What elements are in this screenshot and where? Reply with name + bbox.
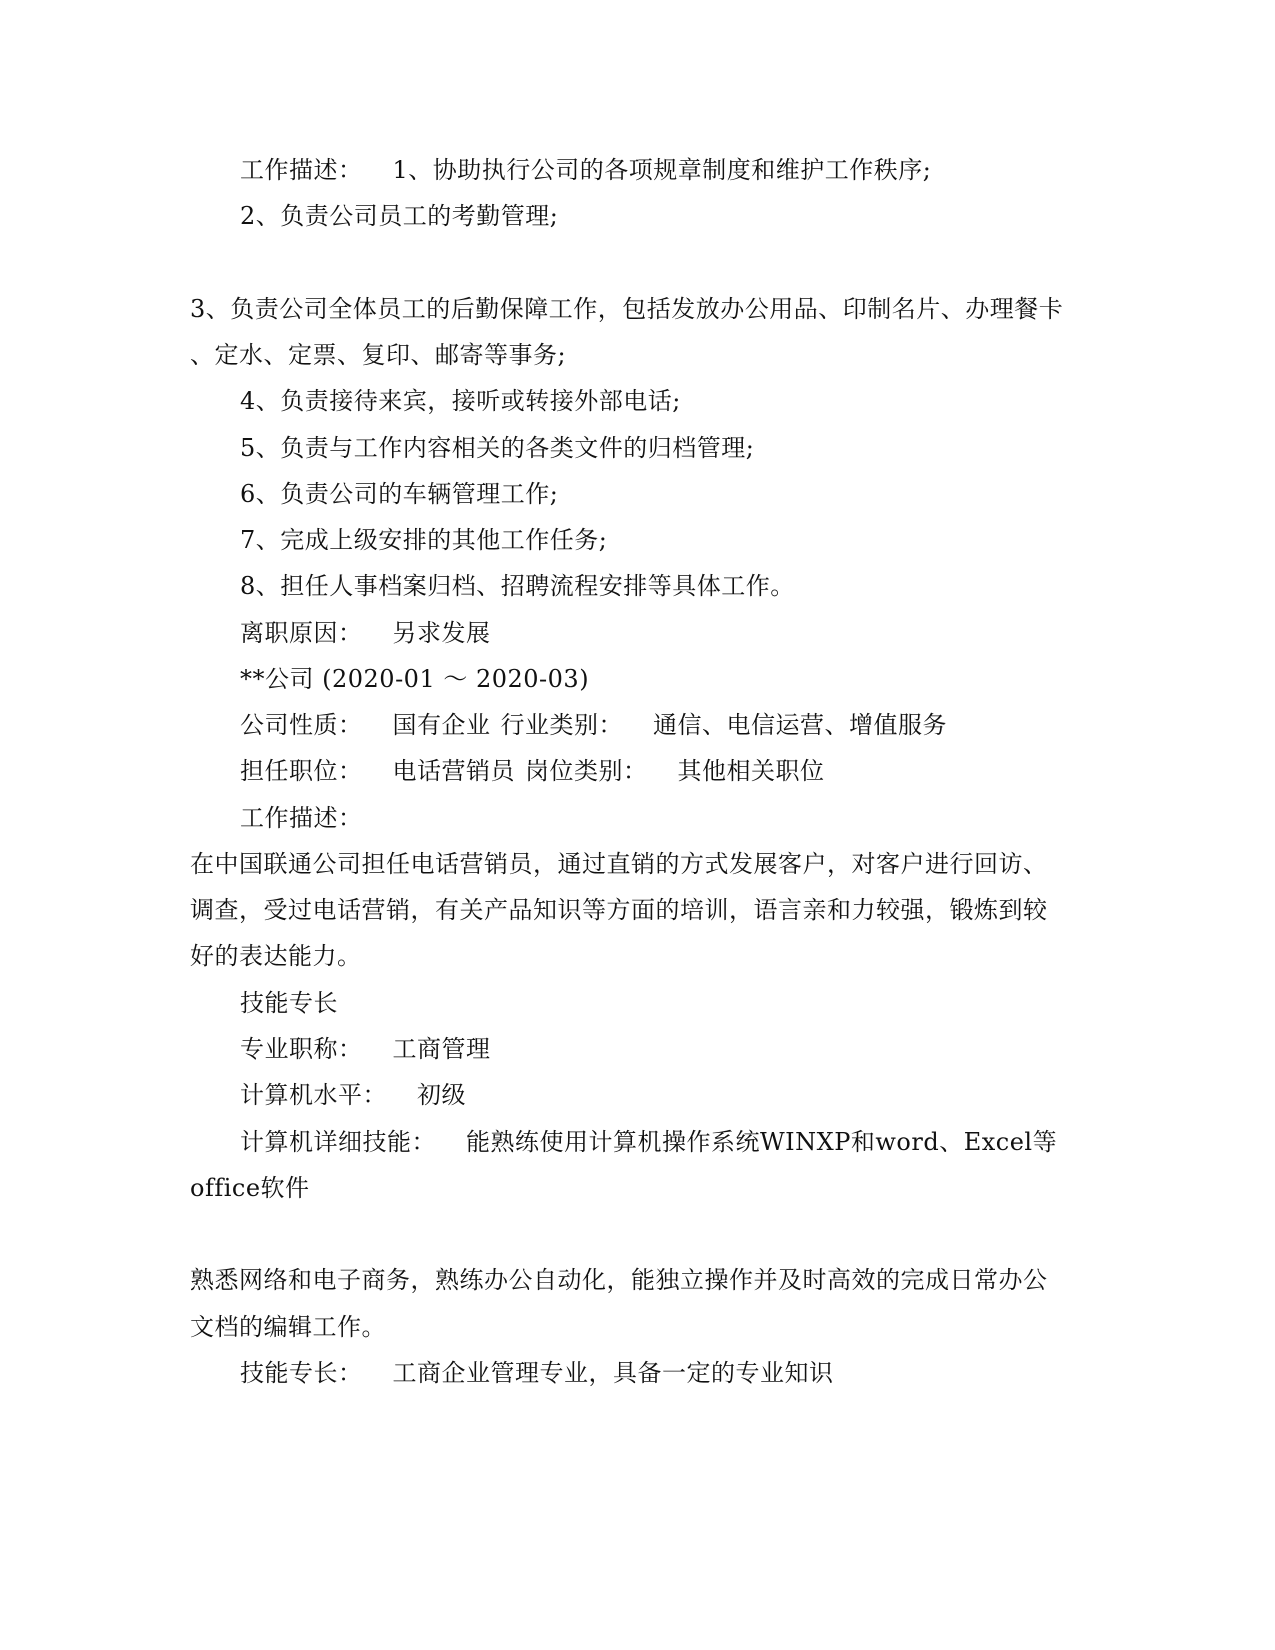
work-description-text-3: 好的表达能力。: [190, 942, 362, 970]
skill-specialty-label: 技能专长：: [240, 1359, 363, 1387]
position-value: 电话营销员: [392, 757, 515, 785]
professional-title-line: [240, 1034, 491, 1064]
leaving-reason-value: 另求发展: [392, 619, 491, 647]
duty-item-6: 6、负责公司的车辆管理工作;: [240, 480, 559, 508]
computer-level-value: 初级: [417, 1081, 466, 1109]
computer-skills-continued: office软件: [190, 1174, 310, 1202]
industry-value: 通信、电信运营、增值服务: [653, 711, 947, 739]
work-description-text-1: 在中国联通公司担任电话营销员，通过直销的方式发展客户，对客户进行回访、: [190, 850, 1048, 878]
computer-level-label: 计算机水平：: [240, 1081, 387, 1109]
professional-title-value: 工商管理: [392, 1035, 491, 1063]
industry-label: 行业类别：: [500, 711, 623, 739]
duty-item-4: 4、负责接待来宾，接听或转接外部电话;: [240, 387, 681, 415]
computer-skills-label: 计算机详细技能：: [240, 1128, 436, 1156]
leaving-reason-line: [240, 618, 491, 648]
work-description-label: 工作描述：: [240, 156, 363, 184]
position-category-label: 岗位类别：: [525, 757, 648, 785]
leaving-reason-label: 离职原因：: [240, 619, 363, 647]
work-description-label-2: 工作描述：: [240, 804, 363, 832]
professional-title-label: 专业职称：: [240, 1035, 363, 1063]
duty-item-8: 8、担任人事档案归档、招聘流程安排等具体工作。: [240, 572, 795, 600]
position-line: [240, 756, 825, 786]
work-description-line: [240, 155, 931, 185]
duty-item-2: 2、负责公司员工的考勤管理;: [240, 202, 559, 230]
duty-item-1: 1、协助执行公司的各项规章制度和维护工作秩序;: [392, 156, 932, 184]
computer-skills-value: 能熟练使用计算机操作系统WINXP和word、Excel等: [466, 1128, 1058, 1156]
position-category-value: 其他相关职位: [677, 757, 825, 785]
computer-level-line: [240, 1080, 466, 1110]
work-description-text-2: 调查，受过电话营销，有关产品知识等方面的培训，语言亲和力较强，锻炼到较: [190, 896, 1048, 924]
network-skills-text-2: 文档的编辑工作。: [190, 1313, 386, 1341]
duty-item-5: 5、负责与工作内容相关的各类文件的归档管理;: [240, 434, 755, 462]
company-nature-label: 公司性质：: [240, 711, 363, 739]
company-period: **公司 (2020-01 ～ 2020-03): [240, 665, 590, 693]
network-skills-text-1: 熟悉网络和电子商务，熟练办公自动化，能独立操作并及时高效的完成日常办公: [190, 1266, 1048, 1294]
company-nature-value: 国有企业: [392, 711, 491, 739]
skill-specialty-value: 工商企业管理专业，具备一定的专业知识: [392, 1359, 834, 1387]
skill-specialty-line: [240, 1358, 834, 1388]
duty-item-7: 7、完成上级安排的其他工作任务;: [240, 526, 608, 554]
skills-heading: 技能专长: [240, 989, 338, 1017]
position-label: 担任职位：: [240, 757, 363, 785]
duty-item-3: 3、负责公司全体员工的后勤保障工作，包括发放办公用品、印制名片、办理餐卡: [190, 295, 1064, 323]
computer-skills-line: [240, 1127, 1057, 1157]
duty-item-3-continued: 、定水、定票、复印、邮寄等事务;: [190, 341, 567, 369]
company-nature-line: [240, 710, 947, 740]
